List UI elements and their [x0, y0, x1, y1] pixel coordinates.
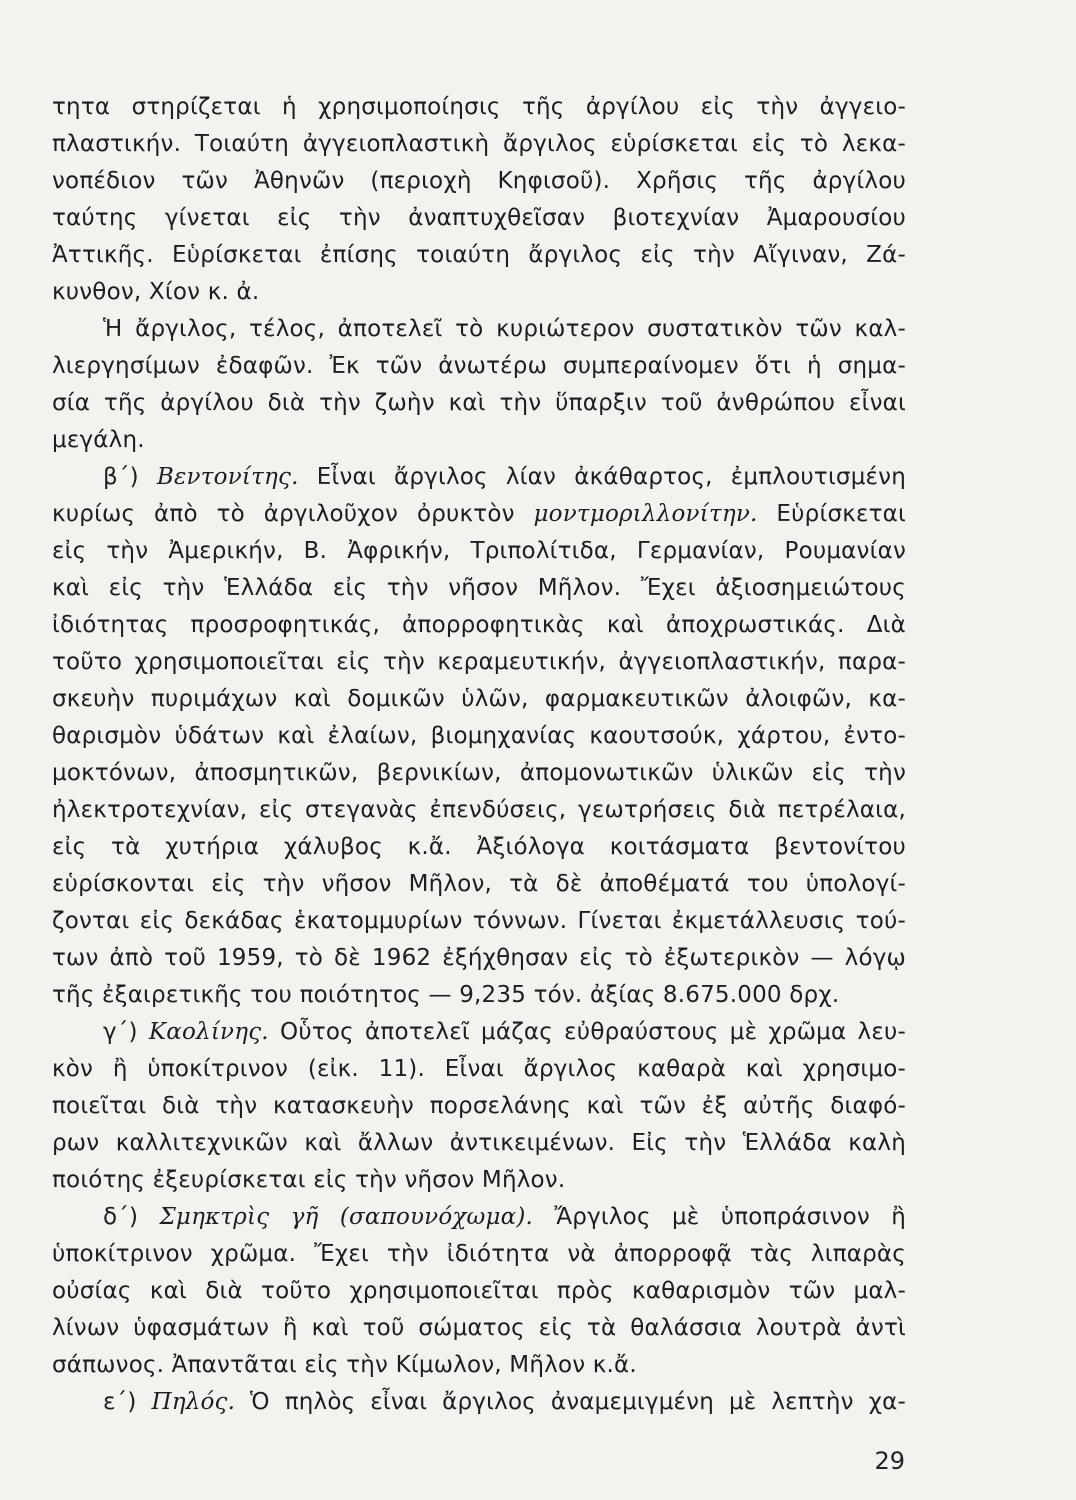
section-d-heading-line: [103, 1200, 906, 1234]
section-b-term: Βεντονίτης.: [156, 464, 299, 490]
text-line: των ἀπὸ τοῦ 1959, τὸ δὲ 1962 ἐξήχθησαν εἰς τὸ ἐξωτερικὸν — λόγῳ: [52, 945, 906, 971]
text-line: λιεργησίμων ἐδαφῶν. Ἐκ τῶν ἀνωτέρω συμπεραίνομεν ὅτι ἡ σημα-: [52, 353, 906, 379]
section-d-term: Σμηκτρὶς γῆ (σαπουνόχωμα).: [159, 1204, 534, 1230]
text-line: κὸν ἢ ὑποκίτρινον (εἰκ. 11). Εἶναι ἄργιλος καθαρὰ καὶ χρησιμο-: [52, 1056, 906, 1082]
section-b-marker: β΄): [103, 464, 139, 490]
text-fragment: Εἶναι ἄργιλος λίαν ἀκάθαρτος, ἐμπλουτισμένη: [316, 464, 906, 490]
text-line: οὐσίας καὶ διὰ τοῦτο χρησιμοποιεῖται πρὸς καθαρισμὸν τῶν μαλ-: [52, 1278, 906, 1304]
section-b-heading-line: [103, 460, 906, 494]
text-line: Ἡ ἄργιλος, τέλος, ἀποτελεῖ τὸ κυριώτερον συστατικὸν τῶν καλ-: [103, 316, 906, 342]
text-line: πλαστικήν. Τοιαύτη ἀγγειοπλαστικὴ ἄργιλος εὑρίσκεται εἰς τὸ λεκα-: [52, 131, 906, 157]
text-fragment: Εὑρίσκεται: [776, 501, 906, 527]
text-line: εἰς τὰ χυτήρια χάλυβος κ.ἄ. Ἀξιόλογα κοιτάσματα βεντονίτου: [52, 834, 906, 860]
text-line: ἠλεκτροτεχνίαν, εἰς στεγανὰς ἐπενδύσεις, γεωτρήσεις διὰ πετρέλαια,: [52, 797, 906, 823]
text-line: Ἀττικῆς. Εὑρίσκεται ἐπίσης τοιαύτη ἄργιλος εἰς τὴν Αἴγιναν, Ζά-: [52, 242, 906, 268]
text-line: θαρισμὸν ὑδάτων καὶ ἐλαίων, βιομηχανίας καουτσούκ, χάρτου, ἐντο-: [52, 723, 906, 749]
text-line: τῆς ἐξαιρετικῆς του ποιότητος — 9,235 τόν. ἀξίας 8.675.000 δρχ.: [52, 982, 840, 1008]
text-line: εὑρίσκονται εἰς τὴν νῆσον Μῆλον, τὰ δὲ ἀποθέματά του ὑπολογί-: [52, 871, 906, 897]
text-line: ζονται εἰς δεκάδας ἑκατομμυρίων τόννων. Γίνεται ἐκμετάλλευσις τού-: [52, 908, 906, 934]
text-line: σία τῆς ἀργίλου διὰ τὴν ζωὴν καὶ τὴν ὕπαρξιν τοῦ ἀνθρώπου εἶναι: [52, 390, 906, 416]
text-line: ποιεῖται διὰ τὴν κατασκευὴν πορσελάνης καὶ τῶν ἐξ αὐτῆς διαφό-: [52, 1093, 906, 1119]
page-number: 29: [874, 1447, 905, 1475]
text-line: λίνων ὑφασμάτων ἢ καὶ τοῦ σώματος εἰς τὰ θαλάσσια λουτρὰ ἀντὶ: [52, 1315, 906, 1341]
section-e-term: Πηλός.: [151, 1389, 236, 1415]
text-line: καὶ εἰς τὴν Ἑλλάδα εἰς τὴν νῆσον Μῆλον. Ἔχει ἀξιοσημειώτους: [52, 575, 906, 601]
text-fragment: Ἄργιλος μὲ ὑποπράσινον ἢ: [554, 1204, 906, 1230]
text-line: κυνθον, Χίον κ. ἀ.: [52, 279, 260, 305]
text-line: ταύτης γίνεται εἰς τὴν ἀναπτυχθεῖσαν βιοτεχνίαν Ἀμαρουσίου: [52, 205, 906, 231]
text-line: μοκτόνων, ἀποσμητικῶν, βερνικίων, ἀπομονωτικῶν ὑλικῶν εἰς τὴν: [52, 760, 906, 786]
text-line: εἰς τὴν Ἀμερικήν, Β. Ἀφρικήν, Τριπολίτιδα, Γερμανίαν, Ρουμανίαν: [52, 538, 906, 564]
text-line: τοῦτο χρησιμοποιεῖται εἰς τὴν κεραμευτικήν, ἀγγειοπλαστικήν, παρα-: [52, 649, 906, 675]
text-fragment: Οὗτος ἀποτελεῖ μάζας εὐθραύστους μὲ χρῶμα λευ-: [280, 1019, 907, 1045]
text-fragment: Ὁ πηλὸς εἶναι ἄργιλος ἀναμεμιγμένη μὲ λεπτὴν χα-: [250, 1389, 906, 1415]
text-line: [52, 497, 906, 531]
section-c-heading-line: [103, 1015, 906, 1049]
text-line: τητα στηρίζεται ἡ χρησιμοποίησις τῆς ἀργίλου εἰς τὴν ἀγγειο-: [52, 94, 906, 120]
text-line: ἰδιότητας προσροφητικάς, ἀπορροφητικὰς καὶ ἀποχρωστικάς. Διὰ: [52, 612, 906, 638]
text-fragment: κυρίως ἀπὸ τὸ ἀργιλοῦχον ὀρυκτὸν: [52, 501, 515, 527]
section-e-marker: ε΄): [103, 1389, 137, 1415]
section-d-marker: δ΄): [103, 1204, 139, 1230]
text-line: ποιότης ἐξευρίσκεται εἰς τὴν νῆσον Μῆλον.: [52, 1167, 566, 1193]
text-line: ὑποκίτρινον χρῶμα. Ἔχει τὴν ἰδιότητα νὰ ἀπορροφᾷ τὰς λιπαρὰς: [52, 1241, 906, 1267]
text-line: ρων καλλιτεχνικῶν καὶ ἄλλων ἀντικειμένων. Εἰς τὴν Ἑλλάδα καλὴ: [52, 1130, 906, 1156]
text-line: νοπέδιον τῶν Ἀθηνῶν (περιοχὴ Κηφισοῦ). Χρῆσις τῆς ἀργίλου: [52, 168, 906, 194]
section-c-marker: γ΄): [103, 1019, 138, 1045]
mineral-name: μοντμοριλλονίτην.: [533, 501, 758, 527]
section-e-heading-line: [103, 1385, 906, 1419]
text-line: σάπωνος. Ἀπαντᾶται εἰς τὴν Κίμωλον, Μῆλον κ.ἄ.: [52, 1352, 637, 1378]
text-line: σκευὴν πυριμάχων καὶ δομικῶν ὑλῶν, φαρμακευτικῶν ἀλοιφῶν, κα-: [52, 686, 906, 712]
text-line: μεγάλη.: [52, 427, 145, 453]
section-c-term: Καολίνης.: [148, 1019, 269, 1045]
